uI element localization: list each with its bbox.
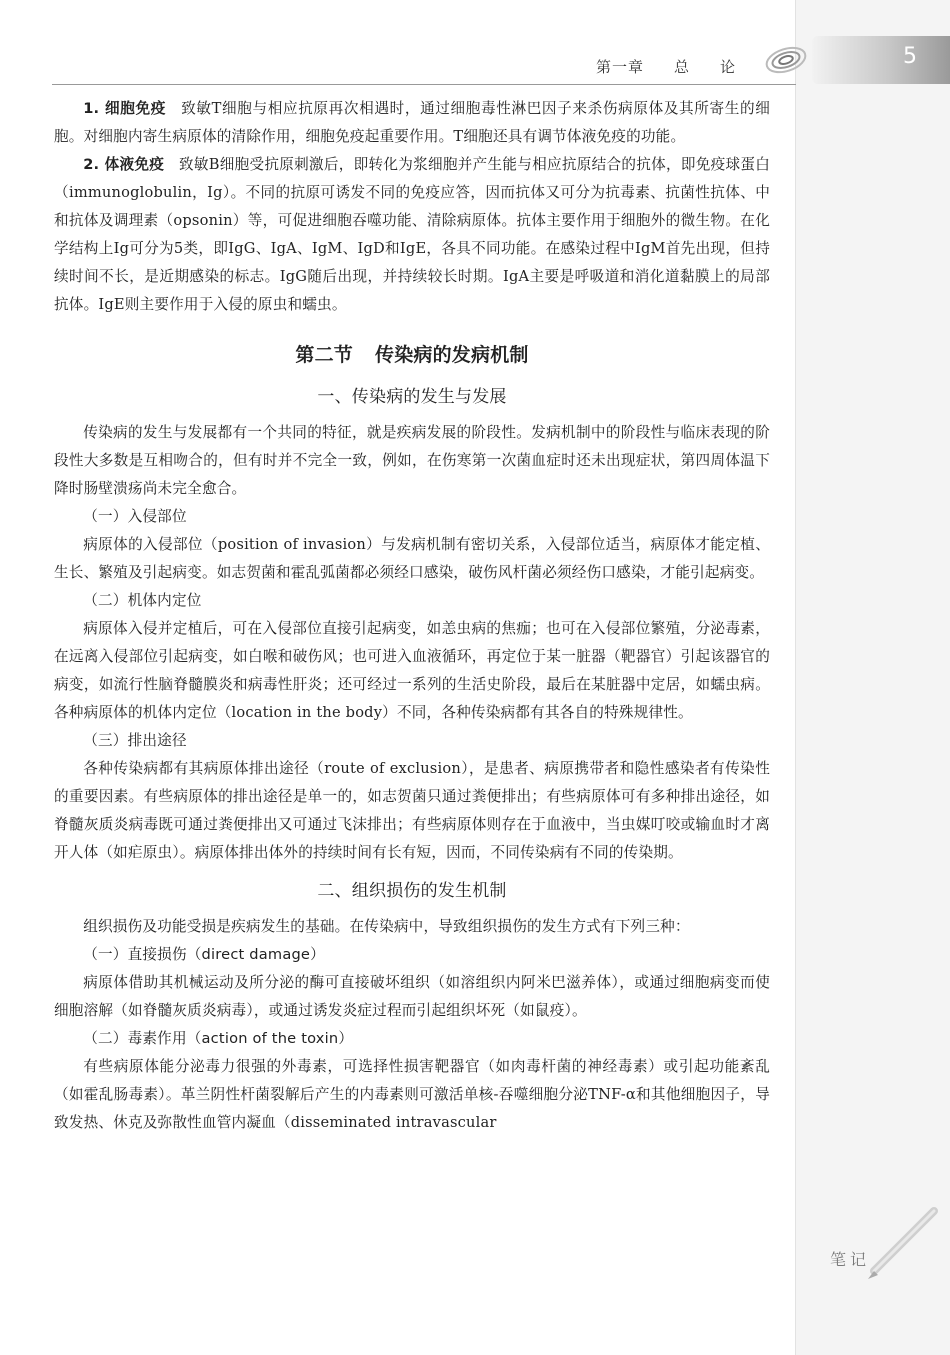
section-title	[54, 341, 770, 369]
subsection-title-1: 一、传染病的发生与发展	[317, 387, 507, 407]
paragraph-toxin-action: 有些病原体能分泌毒力很强的外毒素，可选择性损害靶器官（如肉毒杆菌的神经毒素）或引起功能紊乱（如霍乱肠毒素）。革兰阴性杆菌裂解后产生的内毒素则可激活单核-吞噬细胞分泌TNF-α和其他细胞因子，导致发热、休克及弥散性血管内凝血（disseminated intravascular	[54, 1058, 770, 1131]
page-body	[54, 95, 770, 1137]
paragraph-exclusion-route: 各种传染病都有其病原体排出途径（route of exclusion），是患者、病原携带者和隐性感染者有传染性的重要因素。有些病原体的排出途径是单一的，如志贺菌只通过粪便排出；有些病原体可有多种排出途径，如脊髓灰质炎病毒既可通过粪便排出又可通过飞沫排出；有些病原体则存在于血液中，当虫媒叮咬或输血时才离开人体（如疟原虫）。病原体排出体外的持续时间有长有短，因而，不同传染病有不同的传染期。	[54, 760, 770, 861]
humoral-immunity-lead: 2. 体液免疫	[83, 156, 165, 173]
cellular-immunity-lead: 1. 细胞免疫	[83, 100, 166, 117]
running-header	[596, 56, 736, 77]
section-name: 传染病的发病机制	[375, 344, 529, 366]
subsection-title-2: 二、组织损伤的发生机制	[317, 881, 507, 901]
humoral-immunity-paragraph	[54, 151, 770, 319]
heading-direct-damage: （一）直接损伤（direct damage）	[83, 946, 325, 963]
swirl-logo-icon	[760, 44, 808, 76]
heading-invasion-site: （一）入侵部位	[83, 508, 187, 525]
heading-localization: （二）机体内定位	[83, 592, 202, 609]
paragraph-invasion-site: 病原体的入侵部位（position of invasion）与发病机制有密切关系，入侵部位适当，病原体才能定植、生长、繁殖及引起病变。如志贺菌和霍乱弧菌都必须经口感染，破伤风杆菌必须经伤口感染，才能引起病变。	[54, 536, 770, 581]
header-rule	[52, 84, 796, 85]
part1-intro: 传染病的发生与发展都有一个共同的特征，就是疾病发展的阶段性。发病机制中的阶段性与临床表现的阶段性大多数是互相吻合的，但有时并不完全一致，例如，在伤寒第一次菌血症时还未出现症状，第四周体温下降时肠壁溃疡尚未完全愈合。	[54, 424, 770, 497]
heading-exclusion-route: （三）排出途径	[83, 732, 187, 749]
margin-note-strip	[795, 0, 950, 1355]
humoral-immunity-text: 致敏B细胞受抗原刺激后，即转化为浆细胞并产生能与相应抗原结合的抗体，即免疫球蛋白（immunoglobulin，Ig）。不同的抗原可诱发不同的免疫应答，因而抗体又可分为抗毒素、抗菌性抗体、中和抗体及调理素（opsonin）等，可促进细胞吞噬功能、清除病原体。抗体主要作用于细胞外的微生物。在化学结构上Ig可分为5类，即IgG、IgA、IgM、IgD和IgE，各具不同功能。在感染过程中IgM首先出现，但持续时间不长，是近期感染的标志。IgG随后出现，并持续较长时期。IgA主要是呼吸道和消化道黏膜上的局部抗体。IgE则主要作用于入侵的原虫和蠕虫。	[54, 156, 770, 313]
part2-intro: 组织损伤及功能受损是疾病发生的基础。在传染病中，导致组织损伤的发生方式有下列三种：	[83, 918, 690, 935]
page-number: 5	[903, 44, 917, 69]
chapter-title-char-2: 论	[720, 58, 737, 76]
chapter-title-char-1: 总	[674, 58, 691, 76]
notes-label: 笔记	[830, 1250, 871, 1269]
cellular-immunity-text: 致敏T细胞与相应抗原再次相遇时，通过细胞毒性淋巴因子来杀伤病原体及其所寄生的细胞。对细胞内寄生病原体的清除作用，细胞免疫起重要作用。T细胞还具有调节体液免疫的功能。	[54, 100, 770, 145]
chapter-number: 第一章	[596, 58, 645, 76]
pen-icon	[860, 1205, 940, 1285]
heading-toxin-action: （二）毒素作用（action of the toxin）	[83, 1030, 354, 1047]
section-number: 第二节	[295, 344, 353, 366]
paragraph-localization: 病原体入侵并定植后，可在入侵部位直接引起病变，如恙虫病的焦痂；也可在入侵部位繁殖，分泌毒素，在远离入侵部位引起病变，如白喉和破伤风；也可进入血液循环，再定位于某一脏器（靶器官）引起该器官的病变，如流行性脑脊髓膜炎和病毒性肝炎；还可经过一系列的生活史阶段，最后在某脏器中定居，如蠕虫病。各种病原体的机体内定位（location in the body）不同，各种传染病都有其各自的特殊规律性。	[54, 620, 770, 721]
cellular-immunity-paragraph	[54, 95, 770, 151]
paragraph-direct-damage: 病原体借助其机械运动及所分泌的酶可直接破坏组织（如溶组织内阿米巴滋养体），或通过细胞病变而使细胞溶解（如脊髓灰质炎病毒），或通过诱发炎症过程而引起组织坏死（如鼠疫）。	[54, 974, 770, 1019]
